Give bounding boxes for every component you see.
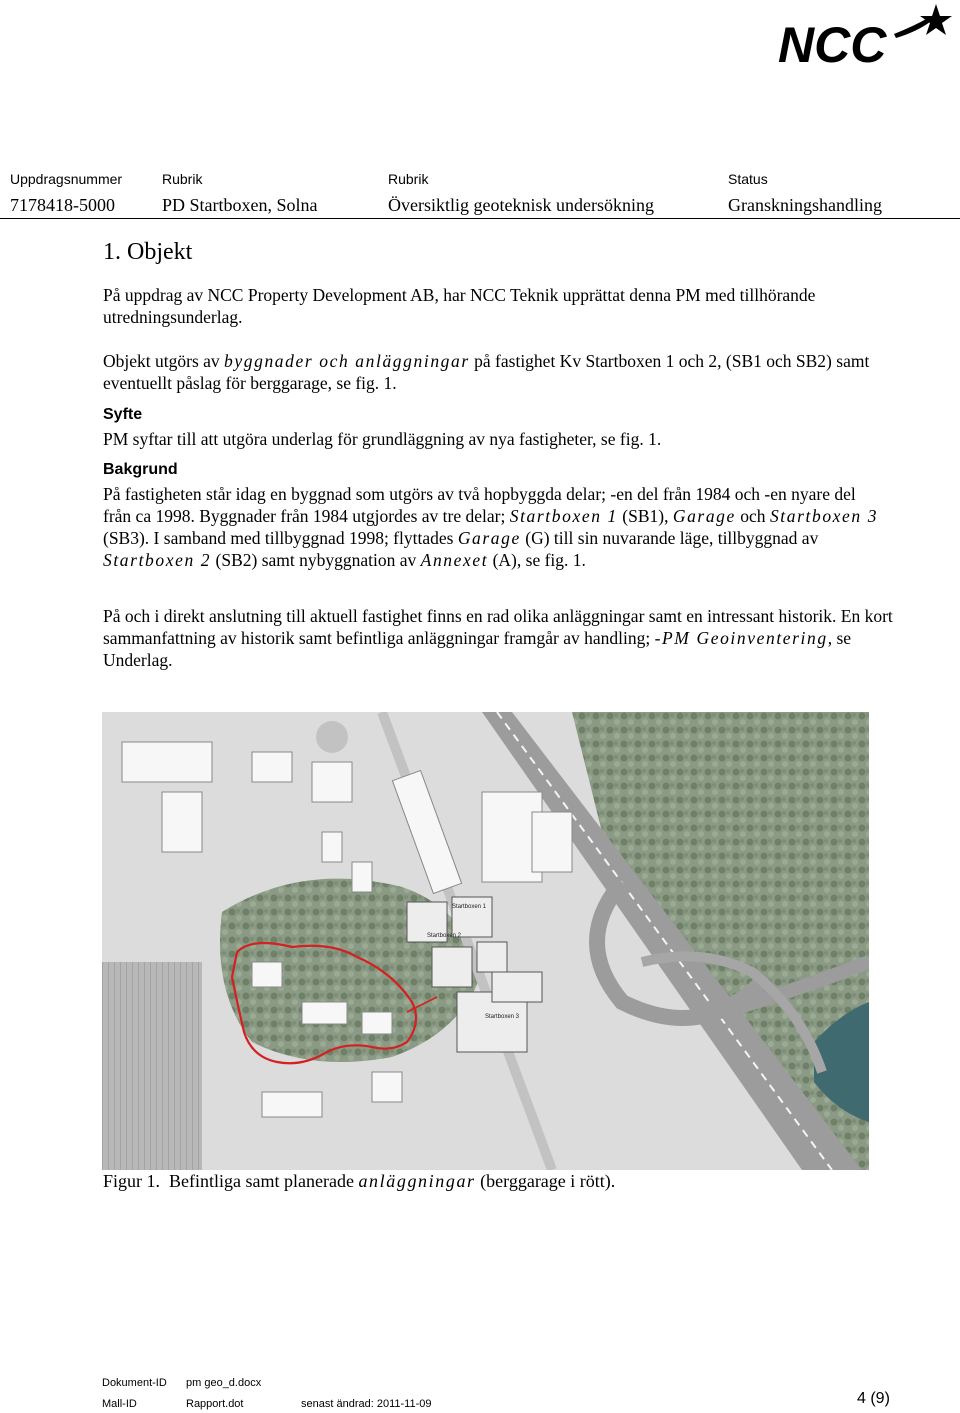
map-label-startboxen-3: Startboxen 3 (485, 1014, 520, 1020)
emphasis-text: byggnader och anläggningar (224, 351, 470, 371)
footer-doc-label: Dokument-ID (102, 1377, 167, 1389)
header-value: PD Startboxen, Solna (162, 195, 318, 215)
header-label: Status (728, 171, 768, 187)
syfte-text: PM syftar till att utgöra underlag för grundläggning av nya fastigheter, se fig. 1. (103, 429, 662, 449)
text-run: (A), se fig. 1. (488, 550, 586, 570)
emphasis-text: anläggningar (358, 1171, 476, 1191)
map-label-startboxen-2: Startboxen 2 (427, 933, 462, 939)
footer-last-changed: senast ändrad: 2011-11-09 (301, 1398, 432, 1410)
figure-caption (103, 1171, 615, 1192)
footer-mall-label: Mall-ID (102, 1398, 137, 1410)
page-number: 4 (9) (857, 1390, 890, 1407)
footer-doc-value: pm geo_d.docx (186, 1377, 262, 1389)
text-run: och (735, 506, 770, 526)
bakgrund-heading: Bakgrund (103, 461, 178, 478)
text-run: (berggarage i rött). (475, 1171, 616, 1191)
emphasis-text: Annexet (420, 550, 489, 570)
section-heading: 1. Objekt (103, 239, 193, 265)
aerial-site-plan (102, 712, 869, 1170)
emphasis-text: Garage (457, 528, 521, 548)
emphasis-text: -PM Geoinventering (654, 628, 828, 648)
header-label: Rubrik (388, 171, 429, 187)
text-run: på fastighet Kv Startboxen 1 och 2, (SB1 och SB2) samt eventuellt påslag för berggarage, se fig. 1. (103, 351, 870, 393)
bakgrund-text (103, 483, 883, 571)
header-label: Rubrik (162, 171, 203, 187)
text-run: , se Underlag. (103, 628, 852, 670)
header-label: Uppdragsnummer (10, 171, 123, 187)
text-run: Objekt utgörs av (103, 351, 225, 371)
syfte-heading: Syfte (103, 406, 143, 423)
text-run: Befintliga samt planerade (169, 1171, 359, 1191)
text-run: På fastigheten står idag en byggnad som utgörs av två hopbyggda delar; -en del från 1984 och -en nyare del från ca 1998. Byggnader från 1984 utgjordes av tre delar; (103, 484, 856, 526)
header-value: Granskningshandling (728, 195, 882, 215)
footer-mall-value: Rapport.dot (186, 1398, 244, 1410)
emphasis-text: Garage (672, 506, 736, 526)
star-icon (920, 4, 952, 35)
site-map-figure (102, 712, 869, 1170)
map-label-startboxen-1: Startboxen 1 (452, 904, 487, 910)
paragraph-historik (103, 605, 893, 671)
header-value: Översiktlig geoteknisk undersökning (388, 195, 654, 215)
railway-tracks (102, 962, 202, 1170)
header-value: 7178418-5000 (10, 195, 115, 215)
emphasis-text: Startboxen 3 (769, 506, 879, 526)
ncc-logo (776, 4, 952, 70)
paragraph-objekt (103, 350, 903, 394)
emphasis-text: Startboxen 2 (103, 550, 212, 570)
ncc-star-logo (776, 4, 952, 70)
figure-number: Figur 1. (103, 1171, 161, 1191)
roundabout (316, 721, 348, 753)
logo-text: NCC (778, 17, 887, 70)
document-header (0, 168, 960, 219)
swoosh-icon (894, 18, 930, 38)
text-run: (SB1), (617, 506, 673, 526)
text-run: På och i direkt anslutning till aktuell fastighet finns en rad olika anläggningar samt en intressant historik. En kort sammanfattning av historik samt befintliga anläggningar framgår av handling; (103, 606, 893, 648)
text-run: (G) till sin nuvarande läge, tillbyggnad av (520, 528, 819, 548)
emphasis-text: Startboxen 1 (509, 506, 618, 526)
paragraph-intro: På uppdrag av NCC Property Development AB, har NCC Teknik upprättat denna PM med tillhörande utredningsunderlag. (103, 285, 816, 327)
text-run: (SB3). I samband med tillbyggnad 1998; flyttades (103, 528, 458, 548)
text-run: (SB2) samt nybyggnation av (211, 550, 421, 570)
